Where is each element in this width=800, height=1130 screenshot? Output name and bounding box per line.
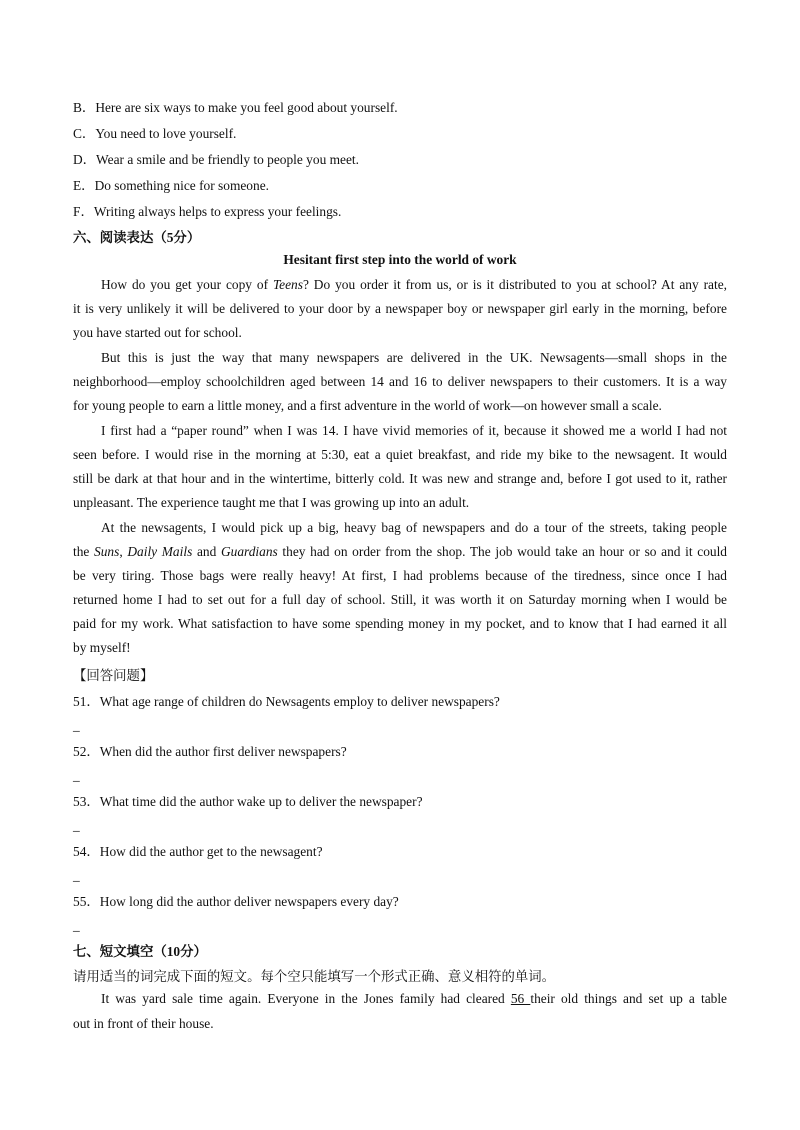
- s7-line-2: out in front of their house.: [73, 1016, 214, 1031]
- p2-line-1: But this is just the way that many newspapers are delivered in the UK. Newsagents—small shops in the: [101, 350, 727, 365]
- p1-line-3: you have started out for school.: [73, 325, 242, 340]
- p2-line-2: neighborhood—employ schoolchildren aged between 14 and 16 to deliver newspapers to their customers. It is a way: [73, 374, 727, 389]
- option-d: D．Wear a smile and be friendly to people you meet.: [73, 152, 359, 167]
- p3-line-4: unpleasant. The experience taught me that I was growing up into an adult.: [73, 495, 470, 510]
- p3-line-1: I first had a “paper round” when I was 14. I have vivid memories of it, because it showed me a world I had not: [101, 423, 727, 438]
- question-55: 55．How long did the author deliver newspapers every day?: [73, 894, 399, 909]
- blank-56[interactable]: 56: [510, 991, 531, 1006]
- p1-line-1: How do you get your copy of Teens? Do you order it from us, or is it distributed to you at school? At any rate,: [101, 277, 727, 292]
- p4-line-4: returned home I had to set out for a full day of school. Still, it was worth it on Saturday morning when I would be: [73, 592, 727, 607]
- answer-blank-51[interactable]: _: [73, 718, 80, 733]
- p4-line-3: be very tiring. Those bags were really heavy! At first, I had problems because of the tiredness, since once I had: [73, 568, 727, 583]
- answer-blank-53[interactable]: _: [73, 818, 80, 833]
- answer-blank-52[interactable]: _: [73, 768, 80, 783]
- question-54: 54．How did the author get to the newsagent?: [73, 844, 323, 859]
- p4-line-1: At the newsagents, I would pick up a big, heavy bag of newspapers and do a tour of the streets, taking people: [101, 520, 727, 535]
- p1-line-2: it is very unlikely it will be delivered to your door by a newspaper boy or newspaper girl early in the morning, before: [73, 301, 727, 316]
- option-f: F．Writing always helps to express your feelings.: [73, 204, 342, 219]
- p4-line-2: the Suns, Daily Mails and Guardians they had on order from the shop. The job would take an hour or so and it could: [73, 544, 727, 559]
- p2-line-3: for young people to earn a little money, and a first adventure in the world of work—on however small a scale.: [73, 398, 662, 413]
- question-51: 51．What age range of children do Newsagents employ to deliver newspapers?: [73, 694, 500, 709]
- option-c: C．You need to love yourself.: [73, 126, 237, 141]
- answer-blank-54[interactable]: _: [73, 868, 80, 883]
- section-6-heading: 六、阅读表达（5分）: [73, 230, 201, 245]
- p4-line-6: by myself!: [73, 640, 131, 655]
- passage-title: Hesitant first step into the world of work: [283, 252, 517, 267]
- question-52: 52．When did the author first deliver newspapers?: [73, 744, 347, 759]
- section-7-heading: 七、短文填空（10分）: [73, 944, 207, 959]
- s7-line-1: It was yard sale time again. Everyone in the Jones family had cleared 56 their old things and set up a table: [101, 991, 727, 1006]
- answer-heading: 【回答问题】: [73, 668, 154, 683]
- p4-line-5: paid for my work. What satisfaction to have some spending money in my pocket, and to know that I had earned it all: [73, 616, 727, 631]
- option-b: B．Here are six ways to make you feel good about yourself.: [73, 100, 398, 115]
- option-e: E．Do something nice for someone.: [73, 178, 269, 193]
- answer-blank-55[interactable]: _: [73, 918, 80, 933]
- p3-line-3: still be dark at that hour and in the wintertime, bitterly cold. It was new and strange and, before I got used to it, rather: [73, 471, 727, 486]
- question-53: 53．What time did the author wake up to deliver the newspaper?: [73, 794, 423, 809]
- p3-line-2: seen before. I would rise in the morning at 5:30, eat a quiet breakfast, and ride my bike to the newsagent. It would: [73, 447, 727, 462]
- section-7-instruction: 请用适当的词完成下面的短文。每个空只能填写一个形式正确、意义相符的单词。: [73, 969, 556, 984]
